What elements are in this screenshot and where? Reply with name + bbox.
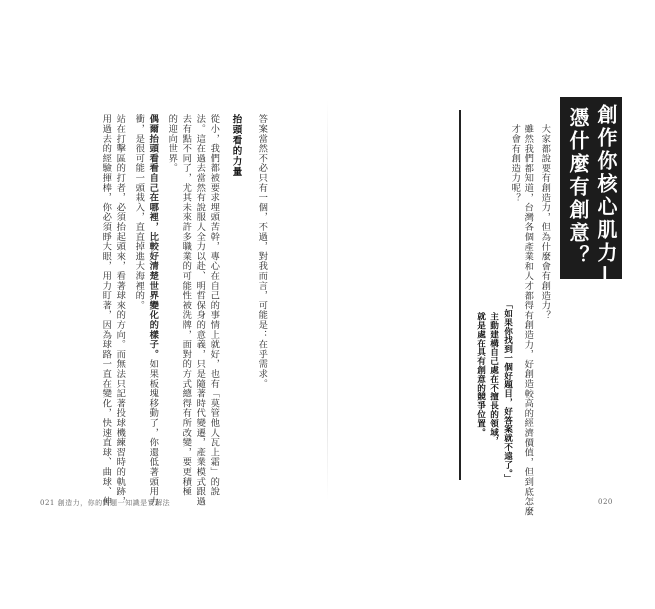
body-text: 如果板塊移動了，你還低著頭用力: [147, 359, 159, 506]
chapter-title-line-1: 創作你核心肌力——: [594, 104, 618, 311]
intro-paragraph-1: 大家都說要有創造力，但為什麼會有創造力？: [539, 124, 551, 320]
intro-paragraph-2-line-2: 才會有創造力呢？: [509, 124, 521, 203]
body-paragraph-1-line-4: 的迎向世界。: [166, 114, 178, 173]
pull-quote-line-2: 主動建構自己處在不擅長的領域，: [488, 312, 499, 446]
pull-quote-line-1: 「如果你找到一個好題目，好答案就不遠了。」: [502, 300, 513, 483]
body-paragraph-2-line-1: [148, 114, 157, 506]
body-paragraph-3-line-1: 站在打擊區的打者，必須抬起頭來，看著球來的方向。而無法只記著投球機練習時的軌跡，: [114, 114, 126, 506]
page-folio-left: 021 創造力，你的問題一知識是實解法: [40, 499, 171, 507]
pull-quote-rule: [459, 110, 461, 480]
chapter-title-block: [560, 97, 622, 311]
body-paragraph-3-line-2: 用過去的經驗揮棒，你必須睜大眼，用力盯著，因為球路一直在變化，快速直球、曲球、伸: [100, 114, 112, 506]
emphasis-text: 偶爾抬頭看看自己在哪裡，比較好清楚世界變化的樣子。: [147, 114, 159, 359]
body-paragraph-1-line-1: 從小，我們都被要求埋頭苦幹，專心在自己的事情上就好，也有「莫管他人瓦上霜」的說: [208, 114, 220, 497]
gutter-fold: [327, 100, 328, 500]
pull-quote-line-3: 就是處在具有創意的競爭位置。: [475, 312, 486, 437]
chapter-title-line-2: 憑什麼有創意？: [566, 107, 590, 268]
answer-paragraph: 答案當然不必只有一個，不過，對我而言，可能是：在乎需求。: [256, 114, 268, 389]
intro-paragraph-2-line-1: 雖然我們都知道，台灣各個產業和人才都得有創造力，好創造較高的經濟價值，但到底怎麼: [522, 124, 534, 516]
page-number-right: 020: [598, 498, 613, 506]
body-paragraph-1-line-2: 法。這在過去當然有說服人全力以赴、明哲保身的意義，只是隨著時代變遷，產業模式跟過: [194, 114, 206, 506]
body-paragraph-2-line-2: 衝，是很可能一頭栽入，直直掉進大海裡的。: [133, 114, 145, 310]
section-heading: 抬頭看的力量: [230, 114, 242, 177]
body-paragraph-1-line-3: 去有點不同了，尤其未來許多職業的可能性被洗牌，面對的方式總得有所改變，要更積極: [180, 114, 192, 497]
